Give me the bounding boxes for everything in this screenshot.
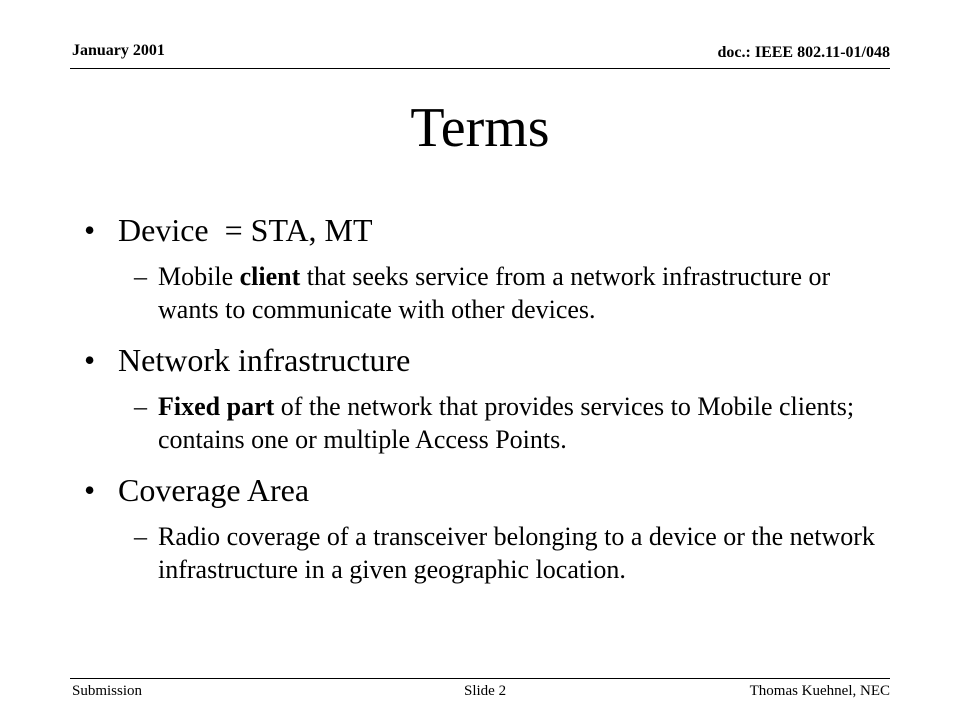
bullet-icon: •: [84, 472, 96, 508]
footer-submission: Submission: [72, 683, 143, 699]
term-label: Network infrastructure: [118, 342, 411, 378]
dash-icon: –: [134, 522, 147, 551]
bullet-coverage-area: [84, 470, 884, 510]
header-doc-id: doc.: IEEE 802.11-01/048: [717, 44, 890, 61]
term-label: Coverage Area: [118, 472, 310, 508]
dash-icon: –: [134, 392, 147, 421]
dash-icon: –: [134, 262, 147, 291]
sub-text-pre: Radio coverage of a transceiver belonging to a device or the network infrastructure in a given geographic location.: [158, 522, 875, 584]
sub-text-pre: Mobile: [158, 262, 240, 291]
term-label: Device = STA, MT: [118, 212, 373, 248]
header-date: January 2001: [72, 42, 165, 59]
sub-bullet-network-infrastructure: [134, 390, 884, 456]
header-rule: [70, 68, 890, 69]
sub-text-bold: client: [239, 262, 301, 291]
sub-text-post: of the network that provides services to Mobile clients; contains one or multiple Access Points.: [158, 392, 855, 454]
slide-body: [84, 210, 884, 600]
bullet-icon: •: [84, 212, 96, 248]
sub-bullet-device: [134, 260, 884, 326]
slide-title: Terms: [410, 97, 550, 159]
bullet-network-infrastructure: [84, 340, 884, 380]
sub-text-post: that seeks service from a network infrastructure or wants to communicate with other devices.: [158, 262, 831, 324]
footer-slide-number: Slide 2: [464, 683, 507, 699]
sub-bullet-coverage-area: [134, 520, 884, 586]
bullet-icon: •: [84, 342, 96, 378]
bullet-device: [84, 210, 884, 250]
sub-text-bold: Fixed part: [158, 392, 275, 421]
footer-author: Thomas Kuehnel, NEC: [749, 683, 890, 699]
footer-rule: [70, 678, 890, 679]
